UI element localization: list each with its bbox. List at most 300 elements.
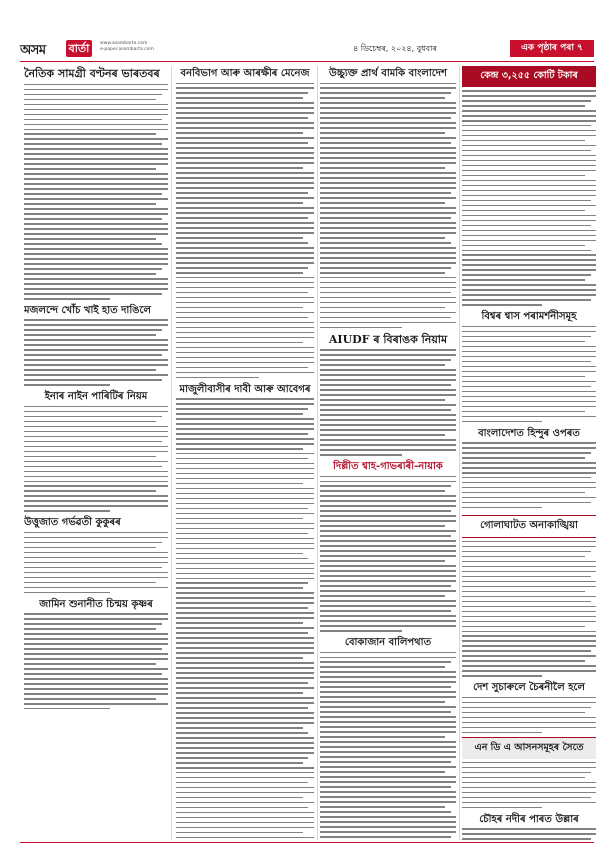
text-line — [462, 650, 591, 652]
article-body — [24, 613, 168, 713]
text-line — [320, 580, 456, 582]
text-line — [320, 449, 456, 451]
text-line — [320, 696, 456, 698]
text-line — [320, 424, 456, 426]
text-line — [462, 447, 596, 449]
text-line — [320, 791, 456, 793]
text-line — [462, 772, 591, 774]
text-line — [462, 105, 585, 107]
text-line — [320, 555, 456, 557]
text-line — [462, 336, 591, 338]
text-line — [24, 500, 168, 502]
text-line — [462, 507, 542, 509]
text-line — [462, 707, 591, 709]
text-line — [462, 645, 596, 647]
text-line — [320, 262, 456, 264]
text-line — [320, 736, 445, 738]
text-line — [176, 528, 314, 530]
text-line — [320, 671, 456, 673]
text-line — [176, 538, 314, 540]
text-line — [24, 421, 156, 423]
text-line — [24, 532, 168, 534]
text-line — [320, 444, 456, 446]
text-line — [462, 386, 591, 388]
text-line — [176, 483, 303, 485]
text-line — [176, 212, 314, 214]
text-line — [24, 693, 168, 695]
text-line — [176, 423, 314, 425]
text-line — [462, 838, 591, 840]
text-line — [320, 605, 456, 607]
text-line — [320, 83, 456, 85]
text-line — [462, 732, 542, 734]
text-line — [462, 130, 596, 132]
text-line — [320, 212, 456, 214]
text-line — [320, 257, 456, 259]
text-line — [24, 168, 156, 170]
text-line — [176, 563, 314, 565]
text-line — [176, 677, 314, 679]
text-line — [320, 162, 456, 164]
text-line — [462, 95, 596, 97]
article-headline: মজলন্দে খোঁচ খাই হাত দাঙিলে — [24, 304, 151, 316]
text-line — [320, 630, 402, 632]
text-line — [320, 676, 456, 678]
text-line — [24, 203, 156, 205]
text-line — [176, 742, 314, 744]
text-line — [320, 806, 445, 808]
text-line — [320, 520, 456, 522]
text-line — [462, 220, 596, 222]
article-body — [176, 398, 314, 840]
text-line — [320, 796, 456, 798]
text-line — [176, 672, 314, 674]
text-line — [320, 476, 456, 478]
column-4 — [462, 66, 596, 840]
text-line — [24, 278, 168, 280]
text-line — [462, 279, 585, 281]
text-line — [462, 626, 585, 628]
text-line — [176, 782, 308, 784]
text-line — [176, 242, 308, 244]
text-line — [320, 394, 456, 396]
text-line — [176, 187, 314, 189]
text-line — [320, 322, 456, 324]
text-line — [176, 277, 314, 279]
newspaper-logo — [20, 40, 94, 58]
article-body — [320, 476, 456, 636]
text-line — [176, 558, 308, 560]
text-line — [24, 379, 162, 381]
text-line — [176, 137, 314, 139]
text-line — [320, 217, 451, 219]
text-line — [462, 807, 542, 809]
text-line — [462, 586, 596, 588]
text-line — [24, 344, 168, 346]
text-line — [320, 384, 451, 386]
text-line — [462, 767, 596, 769]
text-line — [24, 89, 168, 91]
text-line — [462, 792, 596, 794]
text-line — [176, 272, 303, 274]
text-line — [24, 456, 156, 458]
text-line — [176, 508, 308, 510]
text-line — [320, 122, 456, 124]
text-line — [24, 567, 162, 569]
text-line — [462, 215, 596, 217]
text-line — [176, 428, 314, 430]
article-body — [24, 319, 168, 389]
text-line — [176, 568, 314, 570]
text-line — [320, 107, 456, 109]
text-line — [320, 267, 451, 269]
text-line — [176, 787, 314, 789]
text-line — [24, 339, 168, 341]
text-line — [176, 162, 314, 164]
text-line — [24, 552, 168, 554]
text-line — [24, 638, 168, 640]
text-line — [24, 223, 168, 225]
text-line — [462, 190, 596, 192]
article-headline: নৈতিক সামগ্ৰী বণ্টনৰ ভাৰতবৰ — [24, 67, 160, 80]
text-line — [320, 157, 456, 159]
text-line — [462, 702, 596, 704]
text-line — [462, 245, 585, 247]
text-line — [24, 426, 168, 428]
text-line — [24, 268, 162, 270]
article-body — [24, 406, 168, 516]
text-line — [320, 282, 456, 284]
column-2 — [176, 66, 314, 840]
text-line — [24, 431, 168, 433]
text-line — [176, 237, 303, 239]
text-line — [24, 374, 168, 376]
text-line — [462, 472, 596, 474]
text-line — [320, 746, 456, 748]
text-line — [462, 361, 591, 363]
article-headline: বিশ্বৰ শ্বাস পৰামৰ্শনীসমূহ — [481, 311, 577, 323]
text-line — [462, 289, 596, 291]
text-line — [320, 510, 451, 512]
text-line — [320, 686, 451, 688]
text-line — [462, 502, 591, 504]
text-line — [462, 155, 596, 157]
text-line — [24, 481, 168, 483]
text-line — [176, 433, 308, 435]
text-line — [24, 178, 168, 180]
text-line — [320, 354, 456, 356]
text-line — [24, 173, 168, 175]
text-line — [176, 807, 308, 809]
text-line — [462, 366, 596, 368]
text-line — [320, 327, 402, 329]
text-line — [24, 198, 168, 200]
text-line — [176, 453, 314, 455]
text-line — [24, 233, 168, 235]
text-line — [320, 127, 456, 129]
article-body — [462, 90, 596, 309]
text-line — [462, 175, 585, 177]
text-line — [176, 637, 314, 639]
article-headline: মাজুলীবাসীৰ দাবী আৰু আবেগৰ — [179, 383, 311, 395]
text-line — [176, 122, 314, 124]
text-line — [462, 269, 596, 271]
text-line — [176, 662, 314, 664]
article-body — [320, 83, 456, 332]
text-line — [24, 476, 168, 478]
text-line — [176, 87, 314, 89]
text-line — [462, 566, 596, 568]
text-line — [176, 262, 314, 264]
text-line — [320, 585, 451, 587]
text-line — [24, 188, 168, 190]
text-line — [176, 488, 314, 490]
text-line — [24, 298, 110, 300]
issue-date: ৪ ডিচেম্বৰ, ২০২৪, বুধবাৰ — [353, 44, 437, 53]
text-line — [462, 581, 596, 583]
text-line — [320, 429, 456, 431]
text-line — [24, 94, 162, 96]
text-line — [24, 124, 168, 126]
text-line — [176, 377, 259, 379]
text-line — [462, 665, 596, 667]
column-divider — [317, 66, 318, 840]
text-line — [462, 331, 596, 333]
text-line — [462, 205, 596, 207]
text-line — [320, 821, 456, 823]
article-headline: কেন্দ্ৰ ৩,২৫৫ কোটি টকাৰ — [462, 66, 596, 87]
text-line — [176, 582, 308, 584]
text-line — [24, 324, 168, 326]
text-line — [320, 816, 456, 818]
text-line — [462, 346, 596, 348]
text-line — [24, 658, 168, 660]
text-line — [24, 153, 168, 155]
text-line — [320, 540, 456, 542]
text-line — [176, 717, 314, 719]
text-line — [320, 287, 456, 289]
text-line — [320, 369, 456, 371]
text-line — [320, 312, 456, 314]
text-line — [462, 616, 596, 618]
article-headline: চৌহৰ নদীৰ পাৰত উল্লাৰ — [479, 813, 579, 825]
text-line — [462, 631, 596, 633]
text-line — [24, 359, 168, 361]
text-line — [176, 737, 314, 739]
text-line — [320, 625, 456, 627]
text-line — [24, 208, 168, 210]
article-body — [462, 442, 596, 512]
text-line — [462, 591, 585, 593]
text-line — [320, 439, 456, 441]
text-line — [462, 712, 585, 714]
text-line — [176, 413, 303, 415]
text-line — [462, 160, 596, 162]
text-line — [24, 542, 162, 544]
text-line — [176, 327, 314, 329]
text-line — [320, 172, 456, 174]
text-line — [176, 822, 314, 824]
text-line — [24, 643, 168, 645]
text-line — [24, 537, 168, 539]
text-line — [320, 711, 451, 713]
text-line — [176, 627, 314, 629]
text-line — [176, 468, 314, 470]
text-line — [320, 192, 451, 194]
text-line — [462, 284, 596, 286]
text-line — [176, 177, 314, 179]
text-line — [320, 222, 456, 224]
text-line — [462, 556, 585, 558]
text-line — [320, 575, 456, 577]
text-line — [176, 553, 303, 555]
text-line — [176, 347, 314, 349]
logo-badge: বাৰ্তা — [66, 40, 92, 57]
text-line — [24, 143, 162, 145]
text-line — [176, 142, 308, 144]
epaper-url: e-paper.asombarta.com — [100, 47, 154, 52]
text-line — [320, 207, 456, 209]
text-line — [176, 332, 314, 334]
text-line — [176, 523, 314, 525]
text-line — [24, 633, 168, 635]
text-line — [24, 485, 168, 487]
text-line — [176, 573, 314, 575]
text-line — [462, 230, 596, 232]
text-line — [176, 167, 303, 169]
text-line — [24, 273, 156, 275]
text-line — [462, 762, 596, 764]
text-line — [320, 419, 456, 421]
text-line — [176, 478, 314, 480]
text-line — [320, 142, 451, 144]
article-headline: জামিন শুনানীত চিন্ময় কৃষ্ণৰ — [39, 598, 153, 610]
article-headline: AIUDF ৰ বিৰাঙক নিয়াম — [328, 332, 448, 346]
text-line — [320, 404, 456, 406]
text-line — [24, 384, 110, 386]
text-line — [320, 227, 456, 229]
text-line — [24, 369, 156, 371]
text-line — [320, 292, 451, 294]
text-line — [462, 210, 585, 212]
text-line — [462, 195, 596, 197]
text-line — [24, 628, 156, 630]
text-line — [24, 99, 156, 101]
text-line — [176, 217, 308, 219]
text-line — [176, 157, 314, 159]
text-line — [320, 741, 456, 743]
text-line — [462, 606, 596, 608]
text-line — [462, 376, 585, 378]
text-line — [462, 170, 596, 172]
text-line — [176, 727, 303, 729]
text-line — [462, 787, 596, 789]
text-line — [176, 317, 308, 319]
text-line — [462, 381, 596, 383]
text-line — [320, 831, 456, 833]
text-line — [462, 551, 591, 553]
text-line — [462, 391, 596, 393]
text-line — [176, 707, 308, 709]
text-line — [24, 114, 168, 116]
article-body — [462, 541, 596, 681]
text-line — [176, 697, 314, 699]
text-line — [320, 187, 456, 189]
text-line — [24, 228, 168, 230]
text-line — [176, 617, 314, 619]
text-line — [24, 416, 162, 418]
text-line — [24, 253, 168, 255]
text-line — [176, 602, 314, 604]
text-line — [176, 202, 303, 204]
text-line — [176, 518, 303, 520]
text-line — [176, 247, 314, 249]
text-line — [24, 138, 168, 140]
text-line — [176, 107, 314, 109]
text-line — [462, 125, 591, 127]
text-line — [320, 811, 451, 813]
text-line — [176, 702, 314, 704]
article-headline: বাংলাদেশত হিন্দুৰ ওপৰত — [478, 427, 580, 439]
text-line — [24, 678, 168, 680]
text-line — [462, 259, 596, 261]
text-line — [462, 356, 596, 358]
article-body — [24, 84, 168, 303]
text-line — [462, 180, 596, 182]
text-line — [462, 421, 542, 423]
text-line — [24, 582, 156, 584]
text-line — [320, 247, 456, 249]
text-line — [176, 117, 308, 119]
text-line — [462, 727, 596, 729]
text-line — [176, 222, 314, 224]
text-line — [24, 213, 168, 215]
text-line — [24, 319, 168, 321]
text-line — [176, 652, 314, 654]
text-line — [320, 87, 456, 89]
text-line — [176, 832, 303, 834]
text-line — [462, 660, 585, 662]
text-line — [24, 218, 162, 220]
text-line — [320, 545, 456, 547]
text-line — [24, 683, 168, 685]
text-line — [176, 792, 314, 794]
text-line — [320, 615, 456, 617]
text-line — [24, 293, 162, 295]
text-line — [462, 541, 596, 543]
text-line — [176, 282, 314, 284]
text-line — [462, 833, 596, 835]
text-line — [176, 597, 314, 599]
text-line — [176, 667, 314, 669]
text-line — [24, 708, 110, 710]
column-divider — [171, 66, 172, 840]
text-line — [320, 317, 451, 319]
text-line — [24, 451, 168, 453]
text-line — [176, 757, 308, 759]
text-line — [320, 751, 456, 753]
text-line — [24, 258, 168, 260]
text-line — [320, 302, 456, 304]
text-line — [176, 682, 308, 684]
text-line — [24, 653, 168, 655]
text-line — [176, 172, 314, 174]
text-line — [176, 533, 308, 535]
text-line — [176, 797, 303, 799]
text-line — [462, 225, 591, 227]
text-line — [320, 409, 451, 411]
text-line — [24, 283, 168, 285]
